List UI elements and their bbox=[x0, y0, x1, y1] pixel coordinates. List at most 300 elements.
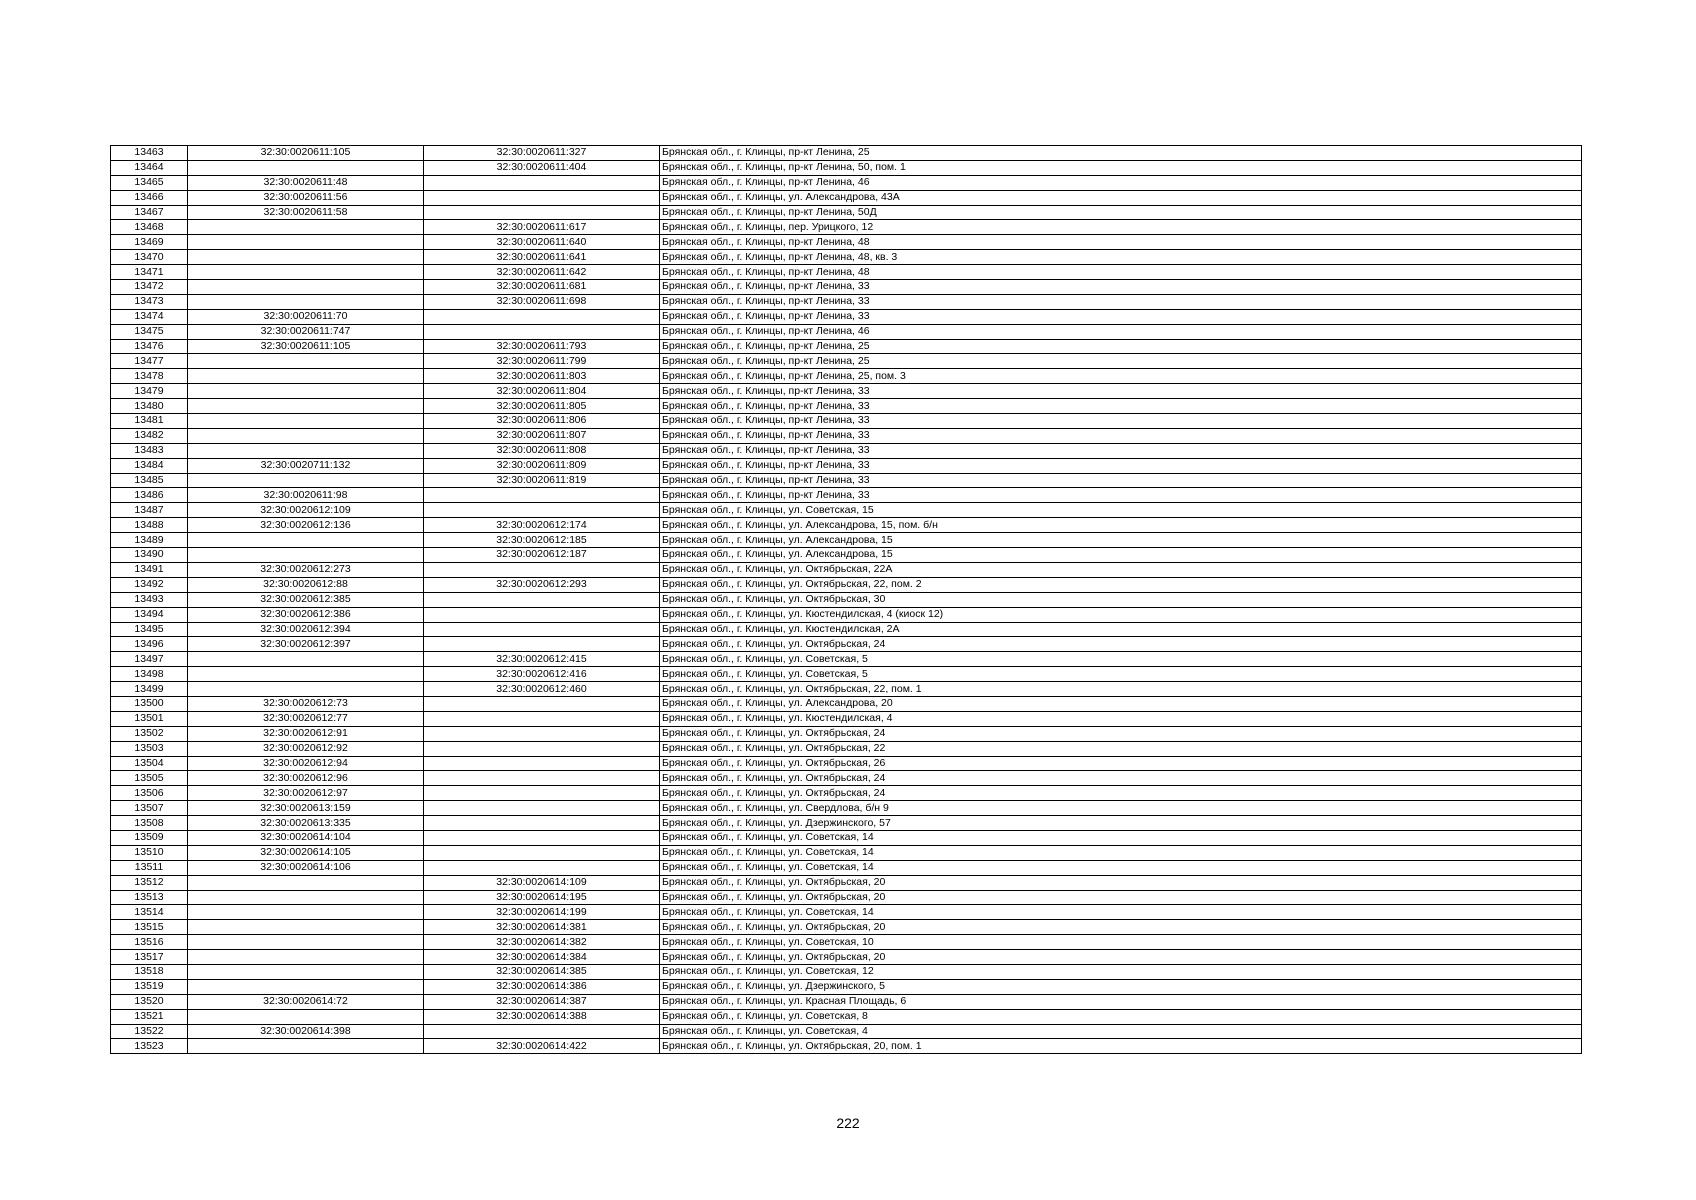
record-number-cell: 13499 bbox=[111, 682, 188, 697]
record-number-cell: 13521 bbox=[111, 1009, 188, 1024]
address-cell: Брянская обл., г. Клинцы, ул. Советская, 14 bbox=[660, 830, 1582, 845]
parcel-number-cell bbox=[188, 1039, 424, 1054]
address-cell: Брянская обл., г. Клинцы, ул. Советская, 4 bbox=[660, 1024, 1582, 1039]
address-cell: Брянская обл., г. Клинцы, ул. Октябрьская, 22, пом. 2 bbox=[660, 577, 1582, 592]
table-row bbox=[111, 771, 1582, 786]
object-number-cell bbox=[424, 786, 660, 801]
parcel-number-cell bbox=[188, 473, 424, 488]
address-cell: Брянская обл., г. Клинцы, ул. Октябрьская, 22 bbox=[660, 741, 1582, 756]
parcel-number-cell: 32:30:0020614:398 bbox=[188, 1024, 424, 1039]
table-row bbox=[111, 235, 1582, 250]
table-row bbox=[111, 309, 1582, 324]
address-cell: Брянская обл., г. Клинцы, пр-кт Ленина, 50, пом. 1 bbox=[660, 160, 1582, 175]
object-number-cell: 32:30:0020614:385 bbox=[424, 964, 660, 979]
object-number-cell: 32:30:0020612:187 bbox=[424, 548, 660, 563]
parcel-number-cell bbox=[188, 652, 424, 667]
record-number-cell: 13486 bbox=[111, 488, 188, 503]
table-row bbox=[111, 964, 1582, 979]
table-row bbox=[111, 577, 1582, 592]
record-number-cell: 13469 bbox=[111, 235, 188, 250]
record-number-cell: 13477 bbox=[111, 354, 188, 369]
parcel-number-cell: 32:30:0020612:91 bbox=[188, 726, 424, 741]
address-cell: Брянская обл., г. Клинцы, пер. Урицкого, 12 bbox=[660, 220, 1582, 235]
address-cell: Брянская обл., г. Клинцы, ул. Александрова, 43А bbox=[660, 190, 1582, 205]
parcel-number-cell: 32:30:0020614:106 bbox=[188, 860, 424, 875]
record-number-cell: 13483 bbox=[111, 443, 188, 458]
address-cell: Брянская обл., г. Клинцы, ул. Советская, 14 bbox=[660, 860, 1582, 875]
parcel-number-cell bbox=[188, 875, 424, 890]
parcel-number-cell: 32:30:0020611:56 bbox=[188, 190, 424, 205]
parcel-number-cell bbox=[188, 979, 424, 994]
table-row bbox=[111, 637, 1582, 652]
table-row bbox=[111, 711, 1582, 726]
address-cell: Брянская обл., г. Клинцы, пр-кт Ленина, 33 bbox=[660, 309, 1582, 324]
parcel-number-cell bbox=[188, 235, 424, 250]
table-body bbox=[111, 146, 1582, 1054]
record-number-cell: 13488 bbox=[111, 518, 188, 533]
object-number-cell bbox=[424, 309, 660, 324]
records-table bbox=[110, 145, 1582, 1054]
table-row bbox=[111, 756, 1582, 771]
address-cell: Брянская обл., г. Клинцы, ул. Красная Площадь, 6 bbox=[660, 994, 1582, 1009]
parcel-number-cell: 32:30:0020613:159 bbox=[188, 801, 424, 816]
record-number-cell: 13515 bbox=[111, 920, 188, 935]
object-number-cell: 32:30:0020611:799 bbox=[424, 354, 660, 369]
record-number-cell: 13503 bbox=[111, 741, 188, 756]
parcel-number-cell bbox=[188, 354, 424, 369]
parcel-number-cell bbox=[188, 682, 424, 697]
address-cell: Брянская обл., г. Клинцы, ул. Кюстендилская, 4 (киоск 12) bbox=[660, 607, 1582, 622]
table-row bbox=[111, 354, 1582, 369]
address-cell: Брянская обл., г. Клинцы, ул. Октябрьская, 24 bbox=[660, 771, 1582, 786]
address-cell: Брянская обл., г. Клинцы, пр-кт Ленина, 25, пом. 3 bbox=[660, 369, 1582, 384]
address-cell: Брянская обл., г. Клинцы, пр-кт Ленина, 33 bbox=[660, 414, 1582, 429]
table-row bbox=[111, 503, 1582, 518]
object-number-cell bbox=[424, 845, 660, 860]
record-number-cell: 13498 bbox=[111, 667, 188, 682]
parcel-number-cell: 32:30:0020614:104 bbox=[188, 830, 424, 845]
parcel-number-cell bbox=[188, 905, 424, 920]
table-row bbox=[111, 250, 1582, 265]
object-number-cell: 32:30:0020614:384 bbox=[424, 950, 660, 965]
record-number-cell: 13466 bbox=[111, 190, 188, 205]
object-number-cell bbox=[424, 622, 660, 637]
record-number-cell: 13475 bbox=[111, 324, 188, 339]
address-cell: Брянская обл., г. Клинцы, пр-кт Ленина, 33 bbox=[660, 458, 1582, 473]
parcel-number-cell: 32:30:0020611:58 bbox=[188, 205, 424, 220]
object-number-cell: 32:30:0020614:382 bbox=[424, 935, 660, 950]
parcel-number-cell: 32:30:0020612:394 bbox=[188, 622, 424, 637]
record-number-cell: 13522 bbox=[111, 1024, 188, 1039]
object-number-cell: 32:30:0020614:195 bbox=[424, 890, 660, 905]
table-row bbox=[111, 920, 1582, 935]
parcel-number-cell bbox=[188, 220, 424, 235]
parcel-number-cell: 32:30:0020611:70 bbox=[188, 309, 424, 324]
record-number-cell: 13478 bbox=[111, 369, 188, 384]
table-row bbox=[111, 622, 1582, 637]
table-row bbox=[111, 548, 1582, 563]
parcel-number-cell: 32:30:0020612:88 bbox=[188, 577, 424, 592]
record-number-cell: 13484 bbox=[111, 458, 188, 473]
parcel-number-cell: 32:30:0020612:96 bbox=[188, 771, 424, 786]
record-number-cell: 13473 bbox=[111, 294, 188, 309]
address-cell: Брянская обл., г. Клинцы, ул. Советская, 14 bbox=[660, 845, 1582, 860]
table-row bbox=[111, 369, 1582, 384]
record-number-cell: 13480 bbox=[111, 399, 188, 414]
object-number-cell: 32:30:0020612:174 bbox=[424, 518, 660, 533]
parcel-number-cell bbox=[188, 250, 424, 265]
table-row bbox=[111, 518, 1582, 533]
object-number-cell: 32:30:0020611:806 bbox=[424, 414, 660, 429]
record-number-cell: 13514 bbox=[111, 905, 188, 920]
record-number-cell: 13479 bbox=[111, 384, 188, 399]
object-number-cell: 32:30:0020614:386 bbox=[424, 979, 660, 994]
parcel-number-cell: 32:30:0020711:132 bbox=[188, 458, 424, 473]
table-row bbox=[111, 414, 1582, 429]
object-number-cell bbox=[424, 756, 660, 771]
parcel-number-cell: 32:30:0020612:397 bbox=[188, 637, 424, 652]
object-number-cell: 32:30:0020611:804 bbox=[424, 384, 660, 399]
parcel-number-cell: 32:30:0020611:105 bbox=[188, 339, 424, 354]
table-row bbox=[111, 667, 1582, 682]
record-number-cell: 13474 bbox=[111, 309, 188, 324]
table-row bbox=[111, 845, 1582, 860]
table-row bbox=[111, 339, 1582, 354]
parcel-number-cell bbox=[188, 265, 424, 280]
table-row bbox=[111, 220, 1582, 235]
address-cell: Брянская обл., г. Клинцы, ул. Октябрьская, 22А bbox=[660, 562, 1582, 577]
record-number-cell: 13471 bbox=[111, 265, 188, 280]
object-number-cell bbox=[424, 771, 660, 786]
object-number-cell bbox=[424, 607, 660, 622]
object-number-cell: 32:30:0020611:808 bbox=[424, 443, 660, 458]
parcel-number-cell: 32:30:0020612:94 bbox=[188, 756, 424, 771]
address-cell: Брянская обл., г. Клинцы, ул. Советская, 5 bbox=[660, 652, 1582, 667]
object-number-cell bbox=[424, 696, 660, 711]
record-number-cell: 13506 bbox=[111, 786, 188, 801]
table-row bbox=[111, 324, 1582, 339]
object-number-cell bbox=[424, 503, 660, 518]
address-cell: Брянская обл., г. Клинцы, ул. Советская, 14 bbox=[660, 905, 1582, 920]
record-number-cell: 13518 bbox=[111, 964, 188, 979]
record-number-cell: 13512 bbox=[111, 875, 188, 890]
object-number-cell bbox=[424, 801, 660, 816]
address-cell: Брянская обл., г. Клинцы, ул. Александрова, 15, пом. б/н bbox=[660, 518, 1582, 533]
object-number-cell: 32:30:0020611:681 bbox=[424, 280, 660, 295]
table-row bbox=[111, 592, 1582, 607]
object-number-cell bbox=[424, 592, 660, 607]
parcel-number-cell bbox=[188, 428, 424, 443]
object-number-cell bbox=[424, 324, 660, 339]
parcel-number-cell bbox=[188, 369, 424, 384]
record-number-cell: 13516 bbox=[111, 935, 188, 950]
address-cell: Брянская обл., г. Клинцы, ул. Советская, 12 bbox=[660, 964, 1582, 979]
record-number-cell: 13489 bbox=[111, 533, 188, 548]
object-number-cell: 32:30:0020614:387 bbox=[424, 994, 660, 1009]
object-number-cell: 32:30:0020612:416 bbox=[424, 667, 660, 682]
parcel-number-cell: 32:30:0020612:385 bbox=[188, 592, 424, 607]
parcel-number-cell: 32:30:0020611:48 bbox=[188, 175, 424, 190]
address-cell: Брянская обл., г. Клинцы, ул. Советская, 5 bbox=[660, 667, 1582, 682]
address-cell: Брянская обл., г. Клинцы, ул. Октябрьская, 30 bbox=[660, 592, 1582, 607]
address-cell: Брянская обл., г. Клинцы, ул. Октябрьская, 20, пом. 1 bbox=[660, 1039, 1582, 1054]
record-number-cell: 13470 bbox=[111, 250, 188, 265]
record-number-cell: 13519 bbox=[111, 979, 188, 994]
record-number-cell: 13493 bbox=[111, 592, 188, 607]
parcel-number-cell bbox=[188, 280, 424, 295]
record-number-cell: 13465 bbox=[111, 175, 188, 190]
table-row bbox=[111, 979, 1582, 994]
address-cell: Брянская обл., г. Клинцы, пр-кт Ленина, 50Д bbox=[660, 205, 1582, 220]
address-cell: Брянская обл., г. Клинцы, ул. Александрова, 20 bbox=[660, 696, 1582, 711]
record-number-cell: 13496 bbox=[111, 637, 188, 652]
table-row bbox=[111, 652, 1582, 667]
object-number-cell: 32:30:0020612:460 bbox=[424, 682, 660, 697]
table-row bbox=[111, 726, 1582, 741]
table-row bbox=[111, 875, 1582, 890]
record-number-cell: 13517 bbox=[111, 950, 188, 965]
parcel-number-cell: 32:30:0020614:105 bbox=[188, 845, 424, 860]
object-number-cell: 32:30:0020611:698 bbox=[424, 294, 660, 309]
table-row bbox=[111, 533, 1582, 548]
object-number-cell: 32:30:0020614:422 bbox=[424, 1039, 660, 1054]
object-number-cell bbox=[424, 562, 660, 577]
address-cell: Брянская обл., г. Клинцы, пр-кт Ленина, 33 bbox=[660, 280, 1582, 295]
address-cell: Брянская обл., г. Клинцы, пр-кт Ленина, 33 bbox=[660, 428, 1582, 443]
parcel-number-cell: 32:30:0020612:273 bbox=[188, 562, 424, 577]
parcel-number-cell bbox=[188, 548, 424, 563]
record-number-cell: 13491 bbox=[111, 562, 188, 577]
address-cell: Брянская обл., г. Клинцы, ул. Дзержинского, 5 bbox=[660, 979, 1582, 994]
object-number-cell bbox=[424, 488, 660, 503]
record-number-cell: 13494 bbox=[111, 607, 188, 622]
table-row bbox=[111, 384, 1582, 399]
object-number-cell bbox=[424, 1024, 660, 1039]
record-number-cell: 13505 bbox=[111, 771, 188, 786]
table-row bbox=[111, 458, 1582, 473]
table-row bbox=[111, 607, 1582, 622]
parcel-number-cell bbox=[188, 890, 424, 905]
record-number-cell: 13504 bbox=[111, 756, 188, 771]
parcel-number-cell: 32:30:0020612:92 bbox=[188, 741, 424, 756]
parcel-number-cell bbox=[188, 294, 424, 309]
address-cell: Брянская обл., г. Клинцы, ул. Александрова, 15 bbox=[660, 533, 1582, 548]
address-cell: Брянская обл., г. Клинцы, пр-кт Ленина, 46 bbox=[660, 324, 1582, 339]
address-cell: Брянская обл., г. Клинцы, ул. Октябрьская, 22, пом. 1 bbox=[660, 682, 1582, 697]
object-number-cell: 32:30:0020611:805 bbox=[424, 399, 660, 414]
table-row bbox=[111, 1009, 1582, 1024]
record-number-cell: 13520 bbox=[111, 994, 188, 1009]
parcel-number-cell bbox=[188, 964, 424, 979]
object-number-cell: 32:30:0020611:642 bbox=[424, 265, 660, 280]
parcel-number-cell bbox=[188, 414, 424, 429]
table-row bbox=[111, 1024, 1582, 1039]
address-cell: Брянская обл., г. Клинцы, пр-кт Ленина, 48, кв. 3 bbox=[660, 250, 1582, 265]
record-number-cell: 13511 bbox=[111, 860, 188, 875]
table-row bbox=[111, 428, 1582, 443]
table-row bbox=[111, 473, 1582, 488]
table-row bbox=[111, 816, 1582, 831]
address-cell: Брянская обл., г. Клинцы, ул. Октябрьская, 20 bbox=[660, 950, 1582, 965]
object-number-cell: 32:30:0020614:199 bbox=[424, 905, 660, 920]
record-number-cell: 13507 bbox=[111, 801, 188, 816]
table-row bbox=[111, 175, 1582, 190]
object-number-cell: 32:30:0020614:381 bbox=[424, 920, 660, 935]
object-number-cell bbox=[424, 637, 660, 652]
parcel-number-cell bbox=[188, 533, 424, 548]
parcel-number-cell bbox=[188, 443, 424, 458]
table-row bbox=[111, 190, 1582, 205]
address-cell: Брянская обл., г. Клинцы, пр-кт Ленина, 33 bbox=[660, 384, 1582, 399]
table-row bbox=[111, 741, 1582, 756]
address-cell: Брянская обл., г. Клинцы, пр-кт Ленина, 25 bbox=[660, 354, 1582, 369]
parcel-number-cell: 32:30:0020612:109 bbox=[188, 503, 424, 518]
record-number-cell: 13468 bbox=[111, 220, 188, 235]
address-cell: Брянская обл., г. Клинцы, пр-кт Ленина, 33 bbox=[660, 399, 1582, 414]
object-number-cell: 32:30:0020614:109 bbox=[424, 875, 660, 890]
object-number-cell bbox=[424, 741, 660, 756]
parcel-number-cell: 32:30:0020613:335 bbox=[188, 816, 424, 831]
address-cell: Брянская обл., г. Клинцы, ул. Кюстендилская, 4 bbox=[660, 711, 1582, 726]
address-cell: Брянская обл., г. Клинцы, пр-кт Ленина, 33 bbox=[660, 443, 1582, 458]
address-cell: Брянская обл., г. Клинцы, ул. Советская, 10 bbox=[660, 935, 1582, 950]
record-number-cell: 13508 bbox=[111, 816, 188, 831]
page-number: 222 bbox=[836, 1115, 860, 1131]
table-row bbox=[111, 935, 1582, 950]
object-number-cell: 32:30:0020614:388 bbox=[424, 1009, 660, 1024]
address-cell: Брянская обл., г. Клинцы, ул. Октябрьская, 24 bbox=[660, 726, 1582, 741]
object-number-cell bbox=[424, 816, 660, 831]
table-row bbox=[111, 294, 1582, 309]
parcel-number-cell: 32:30:0020612:73 bbox=[188, 696, 424, 711]
address-cell: Брянская обл., г. Клинцы, пр-кт Ленина, 33 bbox=[660, 294, 1582, 309]
address-cell: Брянская обл., г. Клинцы, пр-кт Ленина, 46 bbox=[660, 175, 1582, 190]
record-number-cell: 13476 bbox=[111, 339, 188, 354]
table-row bbox=[111, 994, 1582, 1009]
parcel-number-cell: 32:30:0020611:747 bbox=[188, 324, 424, 339]
record-number-cell: 13523 bbox=[111, 1039, 188, 1054]
parcel-number-cell: 32:30:0020611:98 bbox=[188, 488, 424, 503]
object-number-cell: 32:30:0020611:641 bbox=[424, 250, 660, 265]
address-cell: Брянская обл., г. Клинцы, ул. Дзержинского, 57 bbox=[660, 816, 1582, 831]
record-number-cell: 13501 bbox=[111, 711, 188, 726]
table-row bbox=[111, 801, 1582, 816]
object-number-cell bbox=[424, 830, 660, 845]
record-number-cell: 13502 bbox=[111, 726, 188, 741]
object-number-cell: 32:30:0020611:617 bbox=[424, 220, 660, 235]
address-cell: Брянская обл., г. Клинцы, ул. Октябрьская, 24 bbox=[660, 637, 1582, 652]
object-number-cell: 32:30:0020612:185 bbox=[424, 533, 660, 548]
object-number-cell: 32:30:0020611:640 bbox=[424, 235, 660, 250]
table-row bbox=[111, 696, 1582, 711]
record-number-cell: 13497 bbox=[111, 652, 188, 667]
record-number-cell: 13472 bbox=[111, 280, 188, 295]
object-number-cell: 32:30:0020612:293 bbox=[424, 577, 660, 592]
parcel-number-cell: 32:30:0020612:136 bbox=[188, 518, 424, 533]
object-number-cell: 32:30:0020611:819 bbox=[424, 473, 660, 488]
address-cell: Брянская обл., г. Клинцы, пр-кт Ленина, 48 bbox=[660, 235, 1582, 250]
object-number-cell bbox=[424, 175, 660, 190]
object-number-cell: 32:30:0020611:809 bbox=[424, 458, 660, 473]
table-row bbox=[111, 265, 1582, 280]
table-row bbox=[111, 682, 1582, 697]
table-row bbox=[111, 280, 1582, 295]
record-number-cell: 13485 bbox=[111, 473, 188, 488]
address-cell: Брянская обл., г. Клинцы, ул. Октябрьская, 26 bbox=[660, 756, 1582, 771]
table-row bbox=[111, 890, 1582, 905]
parcel-number-cell: 32:30:0020614:72 bbox=[188, 994, 424, 1009]
parcel-number-cell bbox=[188, 399, 424, 414]
address-cell: Брянская обл., г. Клинцы, ул. Октябрьская, 24 bbox=[660, 786, 1582, 801]
object-number-cell bbox=[424, 190, 660, 205]
address-cell: Брянская обл., г. Клинцы, ул. Советская, 15 bbox=[660, 503, 1582, 518]
parcel-number-cell: 32:30:0020612:77 bbox=[188, 711, 424, 726]
object-number-cell: 32:30:0020611:793 bbox=[424, 339, 660, 354]
address-cell: Брянская обл., г. Клинцы, ул. Свердлова, б/н 9 bbox=[660, 801, 1582, 816]
address-cell: Брянская обл., г. Клинцы, ул. Кюстендилская, 2А bbox=[660, 622, 1582, 637]
record-number-cell: 13490 bbox=[111, 548, 188, 563]
parcel-number-cell: 32:30:0020611:105 bbox=[188, 146, 424, 161]
table-row bbox=[111, 950, 1582, 965]
object-number-cell bbox=[424, 860, 660, 875]
table-row bbox=[111, 860, 1582, 875]
record-number-cell: 13492 bbox=[111, 577, 188, 592]
parcel-number-cell bbox=[188, 160, 424, 175]
parcel-number-cell bbox=[188, 1009, 424, 1024]
table-row bbox=[111, 1039, 1582, 1054]
table-row bbox=[111, 146, 1582, 161]
record-number-cell: 13482 bbox=[111, 428, 188, 443]
record-number-cell: 13481 bbox=[111, 414, 188, 429]
table-row bbox=[111, 562, 1582, 577]
record-number-cell: 13510 bbox=[111, 845, 188, 860]
object-number-cell: 32:30:0020611:803 bbox=[424, 369, 660, 384]
address-cell: Брянская обл., г. Клинцы, ул. Октябрьская, 20 bbox=[660, 890, 1582, 905]
parcel-number-cell: 32:30:0020612:97 bbox=[188, 786, 424, 801]
record-number-cell: 13487 bbox=[111, 503, 188, 518]
table-row bbox=[111, 399, 1582, 414]
table-row bbox=[111, 205, 1582, 220]
record-number-cell: 13513 bbox=[111, 890, 188, 905]
parcel-number-cell bbox=[188, 920, 424, 935]
object-number-cell: 32:30:0020611:327 bbox=[424, 146, 660, 161]
object-number-cell: 32:30:0020612:415 bbox=[424, 652, 660, 667]
table-row bbox=[111, 443, 1582, 458]
record-number-cell: 13495 bbox=[111, 622, 188, 637]
table-row bbox=[111, 830, 1582, 845]
record-number-cell: 13464 bbox=[111, 160, 188, 175]
table-row bbox=[111, 160, 1582, 175]
object-number-cell bbox=[424, 711, 660, 726]
table-row bbox=[111, 905, 1582, 920]
table-row bbox=[111, 488, 1582, 503]
parcel-number-cell bbox=[188, 667, 424, 682]
address-cell: Брянская обл., г. Клинцы, ул. Александрова, 15 bbox=[660, 548, 1582, 563]
address-cell: Брянская обл., г. Клинцы, пр-кт Ленина, 33 bbox=[660, 473, 1582, 488]
record-number-cell: 13500 bbox=[111, 696, 188, 711]
parcel-number-cell bbox=[188, 935, 424, 950]
parcel-number-cell: 32:30:0020612:386 bbox=[188, 607, 424, 622]
address-cell: Брянская обл., г. Клинцы, ул. Советская, 8 bbox=[660, 1009, 1582, 1024]
address-cell: Брянская обл., г. Клинцы, пр-кт Ленина, 33 bbox=[660, 488, 1582, 503]
address-cell: Брянская обл., г. Клинцы, пр-кт Ленина, 25 bbox=[660, 146, 1582, 161]
object-number-cell bbox=[424, 726, 660, 741]
address-cell: Брянская обл., г. Клинцы, ул. Октябрьская, 20 bbox=[660, 875, 1582, 890]
table-row bbox=[111, 786, 1582, 801]
parcel-number-cell bbox=[188, 950, 424, 965]
object-number-cell: 32:30:0020611:807 bbox=[424, 428, 660, 443]
object-number-cell: 32:30:0020611:404 bbox=[424, 160, 660, 175]
